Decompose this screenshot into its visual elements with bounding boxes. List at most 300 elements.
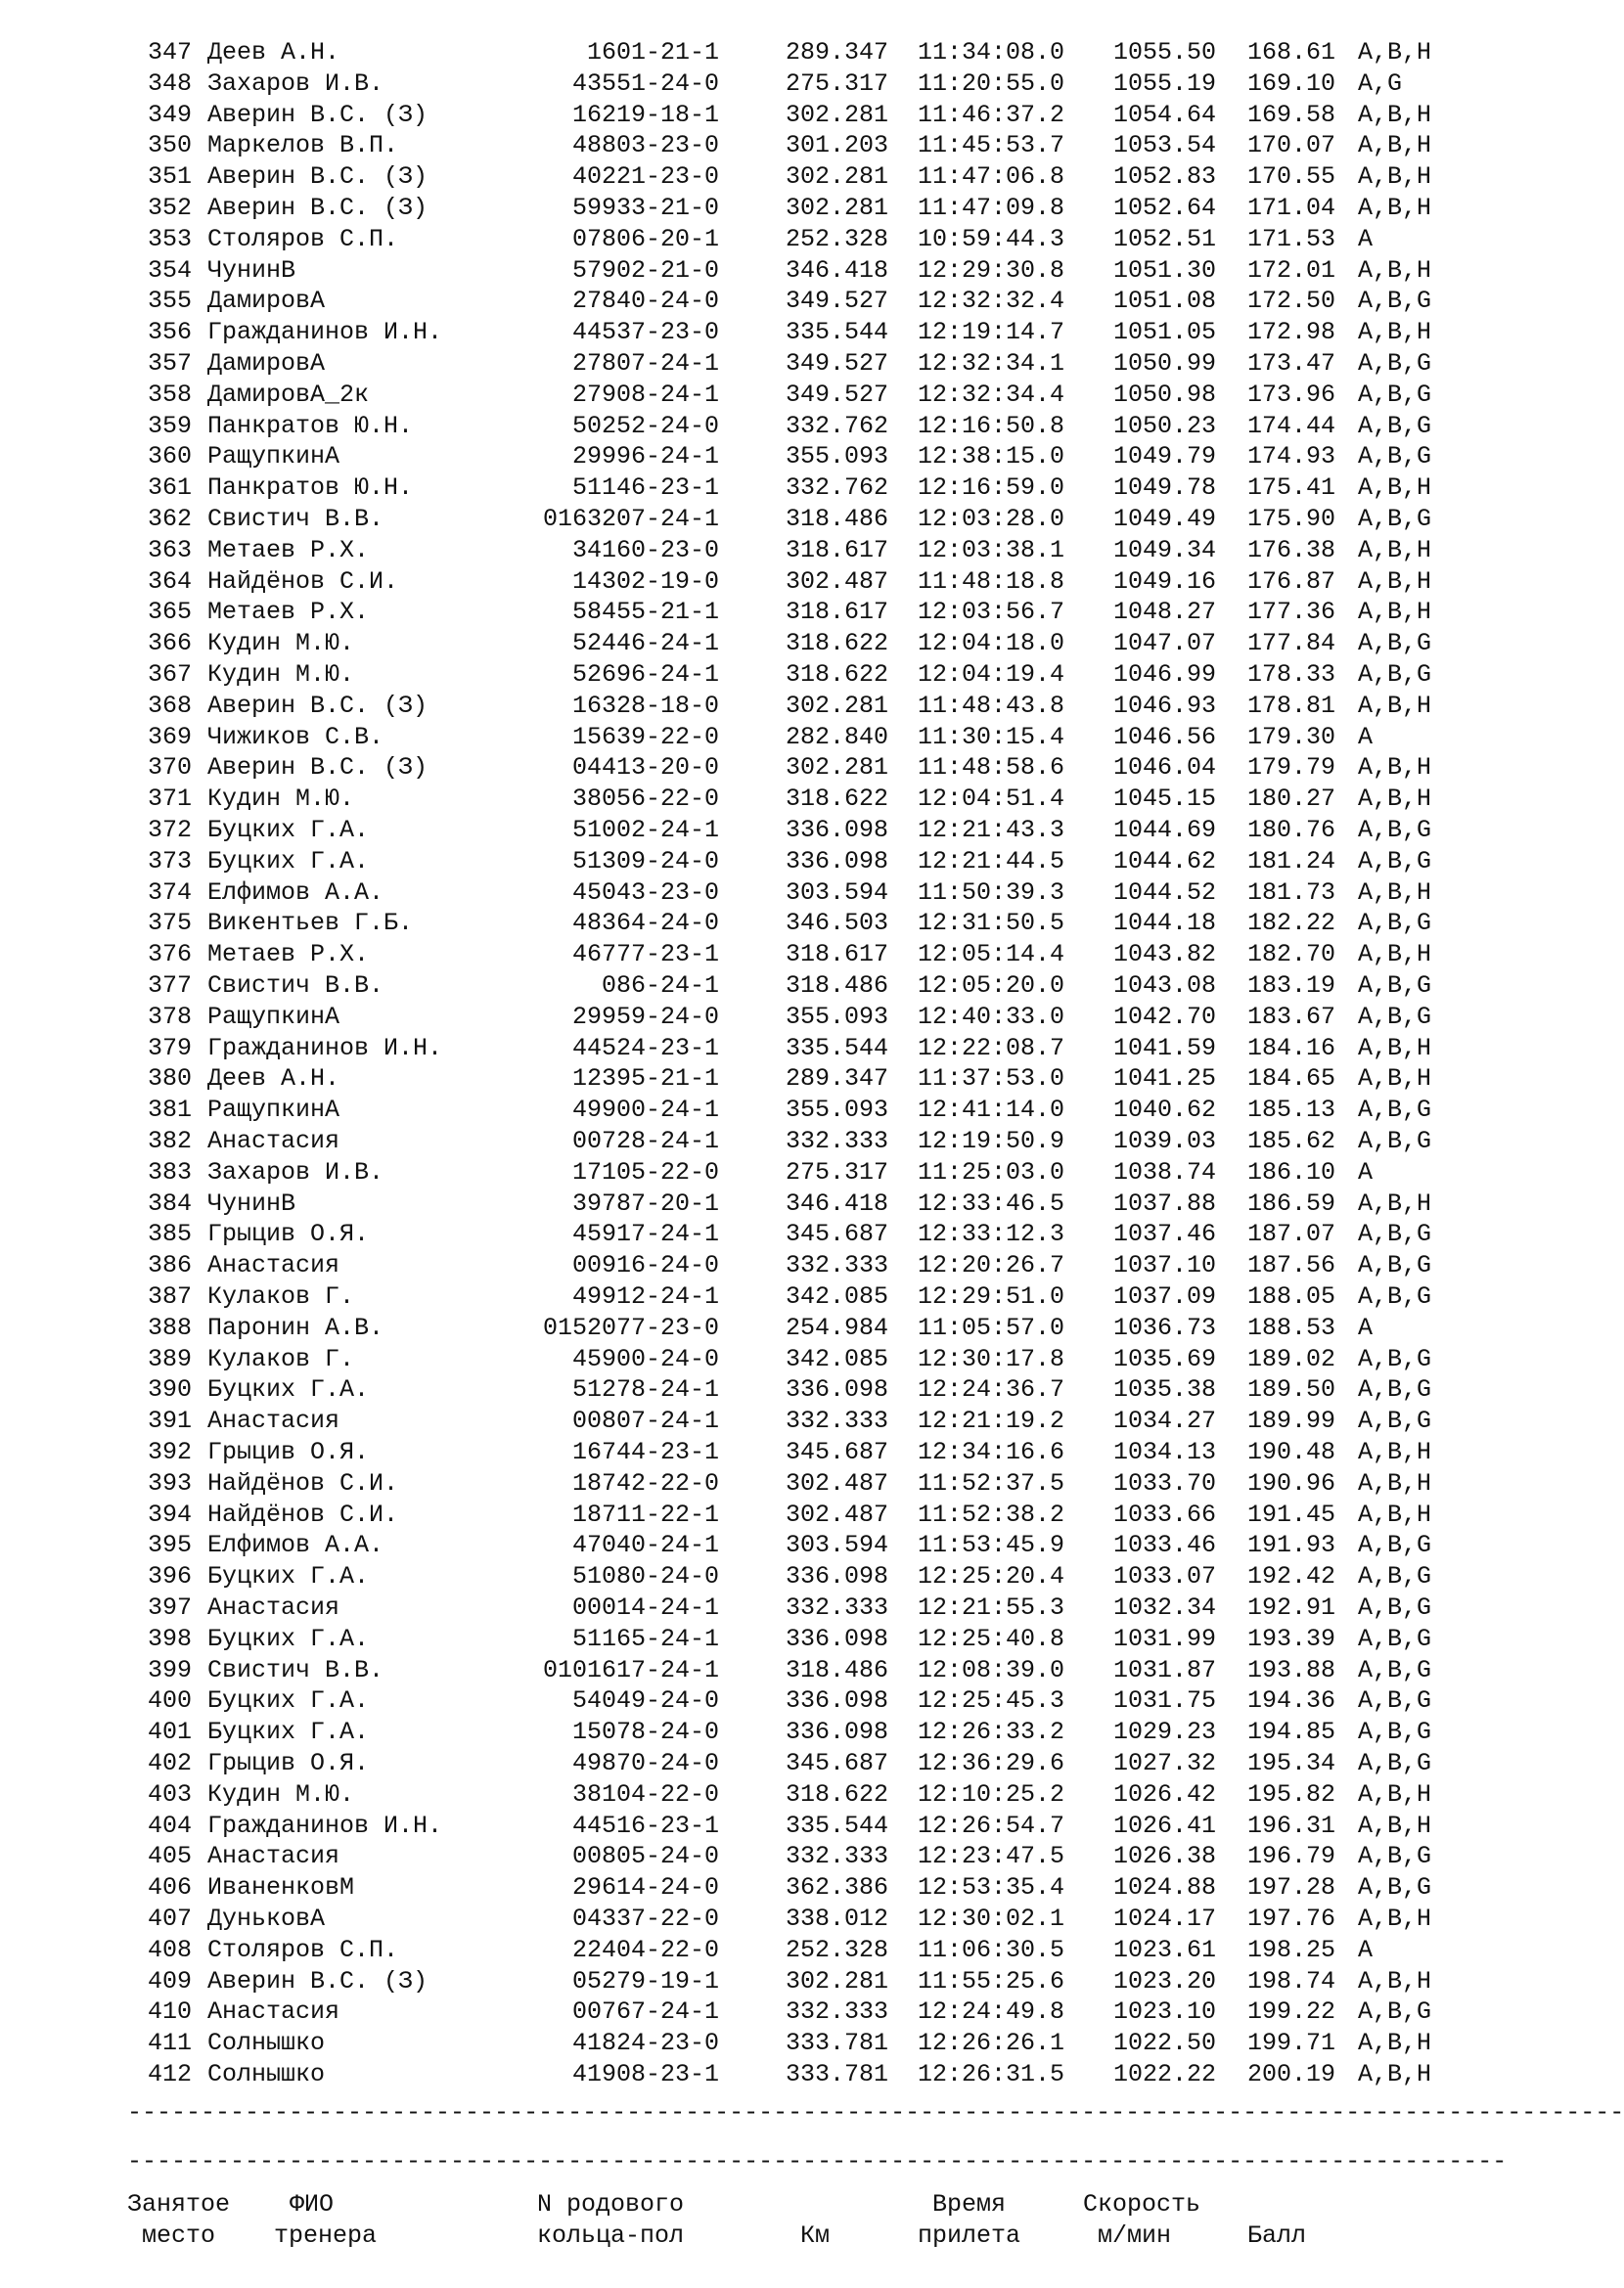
speed-value: 1047.07 [1113,629,1217,658]
place-number: 388 [147,1313,192,1342]
distance-km: 335.544 [786,1033,889,1062]
ring-number: 18711-22-1 [571,1500,719,1529]
place-number: 395 [147,1531,192,1560]
ring-number: 22404-22-0 [571,1935,719,1964]
score-value: 171.53 [1247,224,1336,253]
distance-km: 332.762 [786,473,889,503]
score-value: 172.01 [1247,255,1336,285]
legend-ring-line1: N родового [537,2190,685,2219]
category-flags: A,B,H [1358,1468,1432,1498]
speed-value: 1045.15 [1113,785,1217,814]
distance-km: 362.386 [786,1873,889,1903]
score-value: 197.28 [1247,1873,1336,1903]
arrival-time: 12:04:19.4 [918,660,1065,689]
distance-km: 346.418 [786,1189,889,1218]
arrival-time: 11:55:25.6 [918,1966,1065,1996]
arrival-time: 11:20:55.0 [918,68,1065,98]
place-number: 401 [147,1718,192,1747]
place-number: 383 [147,1157,192,1187]
ring-number: 57902-21-0 [571,255,719,285]
trainer-name: Солнышко [207,2029,326,2058]
score-value: 179.30 [1247,722,1336,751]
ring-number: 45900-24-0 [571,1344,719,1373]
ring-number: 39787-20-1 [571,1189,719,1218]
category-flags: A,B,G [1358,1655,1432,1684]
place-number: 376 [147,940,192,969]
place-number: 409 [147,1966,192,1996]
arrival-time: 11:47:09.8 [918,194,1065,222]
ring-number: 38056-22-0 [571,785,719,814]
arrival-time: 12:31:50.5 [918,909,1065,938]
category-flags: A,B,G [1358,287,1432,316]
speed-value: 1052.83 [1113,162,1217,192]
ring-number: 58455-21-1 [571,598,719,627]
category-flags: A,B,G [1358,411,1432,440]
arrival-time: 11:48:18.8 [918,566,1065,596]
place-number: 354 [147,255,192,285]
ring-number: 086-24-1 [601,971,719,1000]
score-value: 180.27 [1247,785,1336,814]
speed-value: 1046.93 [1113,691,1217,720]
place-number: 406 [147,1873,192,1903]
score-value: 184.65 [1247,1064,1336,1094]
ring-number: 00916-24-0 [571,1251,719,1280]
ring-number: 14302-19-0 [571,566,719,596]
trainer-name: Свистич В.В. [207,1655,384,1684]
distance-km: 338.012 [786,1905,889,1933]
ring-number: 34160-23-0 [571,535,719,564]
score-value: 170.07 [1247,131,1336,160]
distance-km: 335.544 [786,318,889,347]
category-flags: A,B,G [1358,846,1432,875]
category-flags: A,B,H [1358,131,1432,160]
trainer-name: Гражданинов И.Н. [207,1811,443,1840]
distance-km: 318.622 [786,660,889,689]
speed-value: 1049.78 [1113,473,1217,503]
speed-value: 1048.27 [1113,598,1217,627]
speed-value: 1049.79 [1113,442,1217,471]
trainer-name: Свистич В.В. [207,505,384,533]
distance-km: 336.098 [786,846,889,875]
distance-km: 342.085 [786,1344,889,1373]
distance-km: 318.622 [786,629,889,658]
place-number: 384 [147,1189,192,1218]
trainer-name: Паронин А.В. [207,1313,384,1342]
score-value: 169.58 [1247,100,1336,129]
arrival-time: 12:32:32.4 [918,287,1065,316]
score-value: 182.70 [1247,940,1336,969]
ring-number: 51165-24-1 [571,1624,719,1653]
distance-km: 333.781 [786,2029,889,2058]
ring-number: 29996-24-1 [571,442,719,471]
speed-value: 1044.52 [1113,877,1217,907]
speed-value: 1044.69 [1113,816,1217,844]
place-number: 375 [147,909,192,938]
arrival-time: 12:08:39.0 [918,1655,1065,1684]
distance-km: 332.762 [786,411,889,440]
category-flags: A,B,H [1358,1500,1432,1529]
category-flags: A,B,G [1358,1749,1432,1777]
place-number: 366 [147,629,192,658]
distance-km: 349.527 [786,287,889,316]
place-number: 372 [147,816,192,844]
category-flags: A,B,H [1358,1033,1432,1062]
category-flags: A,B,H [1358,100,1432,129]
arrival-time: 12:04:51.4 [918,785,1065,814]
legend-time-line1: Время [932,2190,1007,2219]
ring-number: 16219-18-1 [571,100,719,129]
speed-value: 1032.34 [1113,1593,1217,1622]
trainer-name: Свистич В.В. [207,971,384,1000]
score-value: 194.85 [1247,1718,1336,1747]
place-number: 403 [147,1779,192,1809]
trainer-name: ДамировА_2к [207,380,370,409]
ring-number: 49870-24-0 [571,1749,719,1777]
distance-km: 289.347 [786,1064,889,1094]
category-flags: A,B,H [1358,691,1432,720]
score-value: 199.22 [1247,1997,1336,2027]
speed-value: 1024.88 [1113,1873,1217,1903]
distance-km: 346.503 [786,909,889,938]
category-flags: A,B,G [1358,1002,1432,1031]
category-flags: A,B,G [1358,1282,1432,1311]
arrival-time: 11:34:08.0 [918,38,1065,67]
place-number: 362 [147,505,192,533]
score-value: 178.81 [1247,691,1336,720]
ring-number: 15639-22-0 [571,722,719,751]
trainer-name: Аверин В.С. (З) [207,691,429,720]
category-flags: A,B,G [1358,1251,1432,1280]
category-flags: A,B,H [1358,2029,1432,2058]
category-flags: A,B,G [1358,660,1432,689]
arrival-time: 12:25:45.3 [918,1686,1065,1716]
score-value: 193.88 [1247,1655,1336,1684]
arrival-time: 11:48:58.6 [918,753,1065,783]
place-number: 379 [147,1033,192,1062]
place-number: 370 [147,753,192,783]
speed-value: 1046.56 [1113,722,1217,751]
arrival-time: 12:24:49.8 [918,1997,1065,2027]
place-number: 347 [147,38,192,67]
speed-value: 1051.05 [1113,318,1217,347]
ring-number: 51278-24-1 [571,1375,719,1405]
place-number: 348 [147,68,192,98]
trainer-name: ДамировА [207,349,326,378]
speed-value: 1037.46 [1113,1220,1217,1249]
ring-number: 27840-24-0 [571,287,719,316]
speed-value: 1050.23 [1113,411,1217,440]
ring-number: 04413-20-0 [571,753,719,783]
arrival-time: 11:47:06.8 [918,162,1065,192]
trainer-name: Захаров И.В. [207,68,384,98]
speed-value: 1041.25 [1113,1064,1217,1094]
score-value: 183.19 [1247,971,1336,1000]
score-value: 188.53 [1247,1313,1336,1342]
arrival-time: 12:16:50.8 [918,411,1065,440]
ring-number: 00014-24-1 [571,1593,719,1622]
category-flags: A,B,H [1358,162,1432,192]
trainer-name: Аверин В.С. (З) [207,100,429,129]
ring-number: 51309-24-0 [571,846,719,875]
ring-number: 52446-24-1 [571,629,719,658]
score-value: 184.16 [1247,1033,1336,1062]
ring-number: 46777-23-1 [571,940,719,969]
score-value: 193.39 [1247,1624,1336,1653]
category-flags: A [1358,722,1374,751]
trainer-name: Анастасия [207,1842,340,1871]
ring-number: 45043-23-0 [571,877,719,907]
place-number: 367 [147,660,192,689]
trainer-name: Аверин В.С. (З) [207,162,429,192]
category-flags: A,B,G [1358,1220,1432,1249]
score-value: 182.22 [1247,909,1336,938]
trainer-name: ДамировА [207,287,326,316]
distance-km: 318.486 [786,505,889,533]
trainer-name: Грыцив О.Я. [207,1749,370,1777]
place-number: 389 [147,1344,192,1373]
score-value: 176.38 [1247,535,1336,564]
category-flags: A,B,H [1358,38,1432,67]
speed-value: 1022.22 [1113,2060,1217,2088]
speed-value: 1034.13 [1113,1438,1217,1466]
score-value: 195.82 [1247,1779,1336,1809]
category-flags: A,B,G [1358,380,1432,409]
place-number: 355 [147,287,192,316]
arrival-time: 12:33:46.5 [918,1189,1065,1218]
score-value: 189.50 [1247,1375,1336,1405]
place-number: 368 [147,691,192,720]
distance-km: 335.544 [786,1811,889,1840]
score-value: 199.71 [1247,2029,1336,2058]
arrival-time: 12:29:30.8 [918,255,1065,285]
distance-km: 346.418 [786,255,889,285]
score-value: 187.07 [1247,1220,1336,1249]
category-flags: A,B,H [1358,1811,1432,1840]
trainer-name: Кудин М.Ю. [207,629,355,658]
category-flags: A,B,G [1358,1686,1432,1716]
distance-km: 332.333 [786,1842,889,1871]
speed-value: 1026.38 [1113,1842,1217,1871]
arrival-time: 11:06:30.5 [918,1935,1065,1964]
place-number: 371 [147,785,192,814]
trainer-name: Кудин М.Ю. [207,660,355,689]
legend-score: Балл [1247,2221,1307,2250]
category-flags: A,B,H [1358,940,1432,969]
arrival-time: 12:26:33.2 [918,1718,1065,1747]
distance-km: 252.328 [786,224,889,253]
score-value: 198.74 [1247,1966,1336,1996]
category-flags: A [1358,1157,1374,1187]
score-value: 189.02 [1247,1344,1336,1373]
trainer-name: РащупкинА [207,1096,340,1125]
distance-km: 254.984 [786,1313,889,1342]
arrival-time: 12:03:38.1 [918,535,1065,564]
place-number: 377 [147,971,192,1000]
arrival-time: 12:29:51.0 [918,1282,1065,1311]
category-flags: A,B,G [1358,505,1432,533]
ring-number: 16744-23-1 [571,1438,719,1466]
speed-value: 1041.59 [1113,1033,1217,1062]
arrival-time: 12:21:19.2 [918,1407,1065,1436]
arrival-time: 11:46:37.2 [918,100,1065,129]
speed-value: 1051.30 [1113,255,1217,285]
place-number: 360 [147,442,192,471]
ring-number: 1601-21-1 [586,38,719,67]
category-flags: A,B,G [1358,1624,1432,1653]
place-number: 381 [147,1096,192,1125]
trainer-name: Буцких Г.А. [207,1562,370,1592]
trainer-name: Гражданинов И.Н. [207,318,443,347]
legend-trainer-line2: тренера [274,2221,378,2250]
speed-value: 1044.18 [1113,909,1217,938]
trainer-name: Аверин В.С. (З) [207,1966,429,1996]
trainer-name: Викентьев Г.Б. [207,909,414,938]
place-number: 357 [147,349,192,378]
ring-number: 48364-24-0 [571,909,719,938]
distance-km: 302.487 [786,1500,889,1529]
arrival-time: 11:48:43.8 [918,691,1065,720]
distance-km: 318.617 [786,598,889,627]
category-flags: A,B,H [1358,1905,1432,1933]
distance-km: 252.328 [786,1935,889,1964]
arrival-time: 12:19:14.7 [918,318,1065,347]
distance-km: 349.527 [786,380,889,409]
speed-value: 1037.09 [1113,1282,1217,1311]
category-flags: A,B,G [1358,1096,1432,1125]
speed-value: 1033.66 [1113,1500,1217,1529]
score-value: 196.31 [1247,1811,1336,1840]
ring-number: 16328-18-0 [571,691,719,720]
category-flags: A,B,G [1358,349,1432,378]
legend-speed-line1: Скорость [1083,2190,1201,2219]
category-flags: A,B,G [1358,1344,1432,1373]
arrival-time: 12:05:20.0 [918,971,1065,1000]
arrival-time: 12:19:50.9 [918,1127,1065,1155]
speed-value: 1046.99 [1113,660,1217,689]
arrival-time: 12:33:12.3 [918,1220,1065,1249]
distance-km: 275.317 [786,1157,889,1187]
speed-value: 1023.61 [1113,1935,1217,1964]
category-flags: A,B,G [1358,442,1432,471]
speed-value: 1050.99 [1113,349,1217,378]
ring-number: 44524-23-1 [571,1033,719,1062]
speed-value: 1051.08 [1113,287,1217,316]
speed-value: 1036.73 [1113,1313,1217,1342]
category-flags: A,B,G [1358,1407,1432,1436]
category-flags: A,B,G [1358,1531,1432,1560]
arrival-time: 12:03:56.7 [918,598,1065,627]
speed-value: 1046.04 [1113,753,1217,783]
place-number: 397 [147,1593,192,1622]
speed-value: 1049.16 [1113,566,1217,596]
score-value: 185.62 [1247,1127,1336,1155]
trainer-name: Буцких Г.А. [207,816,370,844]
score-value: 174.44 [1247,411,1336,440]
trainer-name: Буцких Г.А. [207,1624,370,1653]
trainer-name: Деев А.Н. [207,1064,340,1094]
place-number: 392 [147,1438,192,1466]
speed-value: 1026.41 [1113,1811,1217,1840]
score-value: 177.84 [1247,629,1336,658]
trainer-name: Елфимов А.А. [207,877,384,907]
trainer-name: Найдёнов С.И. [207,1500,399,1529]
score-value: 176.87 [1247,566,1336,596]
speed-value: 1043.82 [1113,940,1217,969]
score-value: 191.93 [1247,1531,1336,1560]
arrival-time: 12:25:40.8 [918,1624,1065,1653]
speed-value: 1038.74 [1113,1157,1217,1187]
score-value: 181.24 [1247,846,1336,875]
trainer-name: Столяров С.П. [207,224,399,253]
arrival-time: 11:45:53.7 [918,131,1065,160]
ring-number: 52696-24-1 [571,660,719,689]
ring-number: 05279-19-1 [571,1966,719,1996]
score-value: 187.56 [1247,1251,1336,1280]
score-value: 195.34 [1247,1749,1336,1777]
arrival-time: 12:26:31.5 [918,2060,1065,2088]
arrival-time: 11:30:15.4 [918,722,1065,751]
trainer-name: Чижиков С.В. [207,722,384,751]
score-value: 181.73 [1247,877,1336,907]
arrival-time: 12:16:59.0 [918,473,1065,503]
arrival-time: 12:36:29.6 [918,1749,1065,1777]
score-value: 198.25 [1247,1935,1336,1964]
ring-number: 27807-24-1 [571,349,719,378]
arrival-time: 12:03:28.0 [918,505,1065,533]
arrival-time: 11:50:39.3 [918,877,1065,907]
legend-place-line1: Занятое [127,2190,231,2219]
ring-number: 38104-22-0 [571,1779,719,1809]
ring-number: 44516-23-1 [571,1811,719,1840]
place-number: 405 [147,1842,192,1871]
arrival-time: 12:34:16.6 [918,1438,1065,1466]
ring-number: 51002-24-1 [571,816,719,844]
speed-value: 1054.64 [1113,100,1217,129]
arrival-time: 11:05:57.0 [918,1313,1065,1342]
ring-number: 59933-21-0 [571,194,719,222]
ring-number: 17105-22-0 [571,1157,719,1187]
distance-km: 336.098 [786,1718,889,1747]
distance-km: 332.333 [786,1997,889,2027]
category-flags: A,B,H [1358,598,1432,627]
arrival-time: 11:37:53.0 [918,1064,1065,1094]
speed-value: 1027.32 [1113,1749,1217,1777]
category-flags: A,B,H [1358,1779,1432,1809]
ring-number: 41824-23-0 [571,2029,719,2058]
speed-value: 1033.07 [1113,1562,1217,1592]
category-flags: A,B,G [1358,1593,1432,1622]
trainer-name: Буцких Г.А. [207,1718,370,1747]
trainer-name: ДуньковА [207,1905,326,1933]
distance-km: 336.098 [786,1686,889,1716]
distance-km: 355.093 [786,1096,889,1125]
speed-value: 1043.08 [1113,971,1217,1000]
distance-km: 302.487 [786,1468,889,1498]
trainer-name: Панкратов Ю.Н. [207,411,414,440]
distance-km: 345.687 [786,1438,889,1466]
category-flags: A,B,G [1358,629,1432,658]
distance-km: 302.281 [786,194,889,222]
score-value: 177.36 [1247,598,1336,627]
score-value: 197.76 [1247,1905,1336,1933]
speed-value: 1031.87 [1113,1655,1217,1684]
trainer-name: Солнышко [207,2060,326,2088]
place-number: 374 [147,877,192,907]
score-value: 191.45 [1247,1500,1336,1529]
arrival-time: 12:21:44.5 [918,846,1065,875]
ring-number: 04337-22-0 [571,1905,719,1933]
speed-value: 1049.49 [1113,505,1217,533]
